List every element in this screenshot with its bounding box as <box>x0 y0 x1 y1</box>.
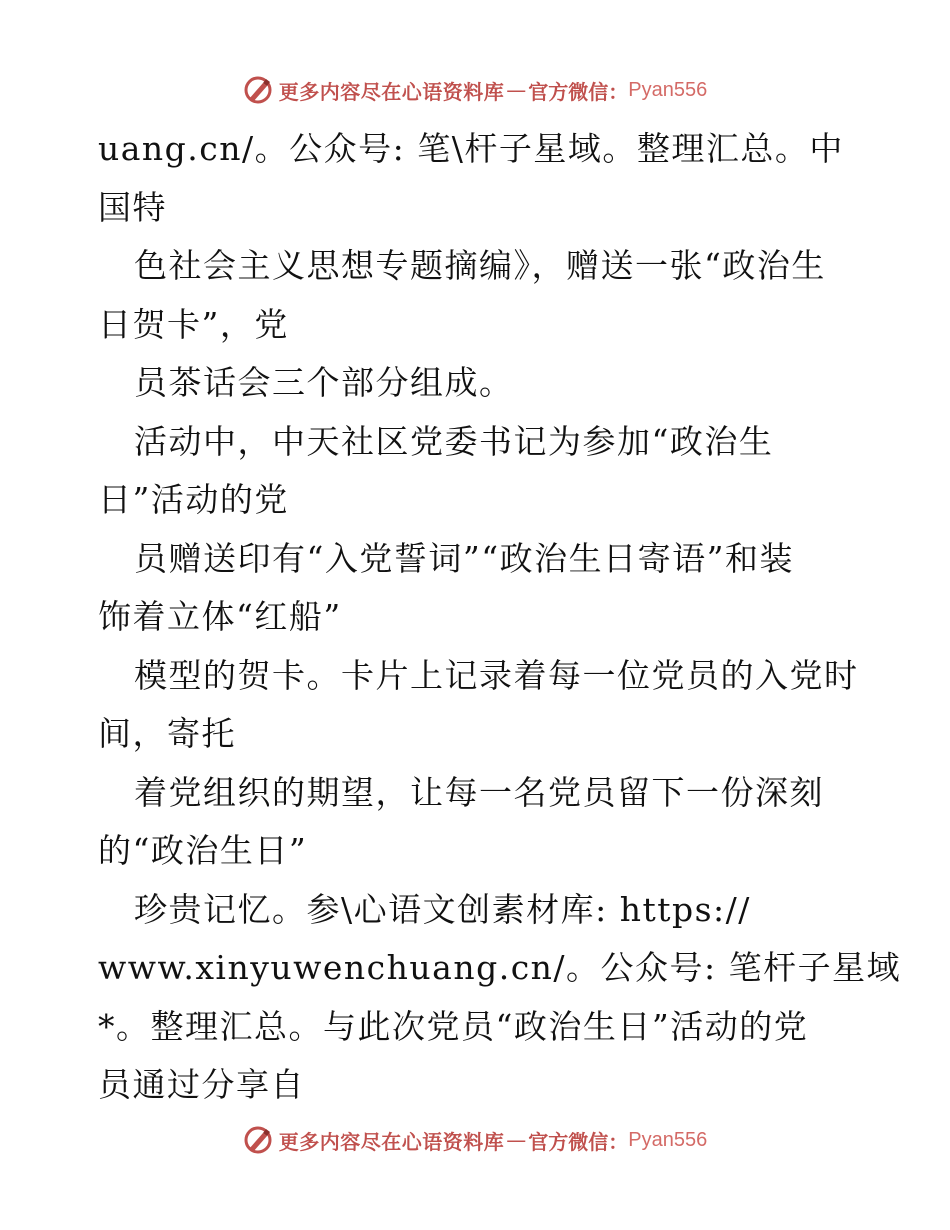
banner-wechat-label: 官方微信： <box>528 1129 629 1154</box>
red-pen-logo-icon <box>243 75 273 105</box>
text-line: www.xinyuwenchuang.cn/。公众号: 笔杆子星域 <box>98 948 902 987</box>
text-line: 日贺卡”，党 <box>98 304 289 344</box>
banner-separator: — <box>506 1128 527 1152</box>
text-line: 员赠送印有“入党誓词”“政治生日寄语”和装 <box>134 538 794 578</box>
text-line: 日”活动的党 <box>98 480 289 519</box>
text-line: *。整理汇总。与此次党员“政治生日”活动的党 <box>98 1006 809 1046</box>
text-line: uang.cn/。公众号: 笔\杆子星域。整理汇总。中 <box>98 129 844 168</box>
text-line: 国特 <box>98 187 167 227</box>
banner-wechat-id: Pyan556 <box>628 78 708 101</box>
footer-banner <box>0 1120 950 1160</box>
red-pen-logo-icon <box>243 1125 273 1155</box>
banner-text: 更多内容尽在心语资料库 <box>278 79 505 104</box>
text-line: 的“政治生日” <box>98 831 308 870</box>
text-line: 员茶话会三个部分组成。 <box>134 363 514 402</box>
text-line: 员通过分享自 <box>98 1065 305 1104</box>
text-line: 模型的贺卡。卡片上记录着每一位党员的入党时 <box>134 655 859 695</box>
header-banner <box>0 70 950 110</box>
text-line: 间，寄托 <box>98 714 236 753</box>
text-line: 色社会主义思想专题摘编》，赠送一张“政治生 <box>134 246 826 285</box>
text-line: 珍贵记忆。参\心语文创素材库: https:// <box>134 889 751 929</box>
document-body <box>98 120 902 1115</box>
text-line: 着党组织的期望，让每一名党员留下一份深刻 <box>134 772 824 812</box>
banner-text: 更多内容尽在心语资料库 <box>278 1129 505 1154</box>
banner-wechat-id: Pyan556 <box>628 1128 708 1151</box>
text-line: 饰着立体“红船” <box>98 597 342 636</box>
banner-separator: — <box>506 78 527 102</box>
text-line: 活动中，中天社区党委书记为参加“政治生 <box>134 421 774 461</box>
banner-wechat-label: 官方微信： <box>528 79 629 104</box>
